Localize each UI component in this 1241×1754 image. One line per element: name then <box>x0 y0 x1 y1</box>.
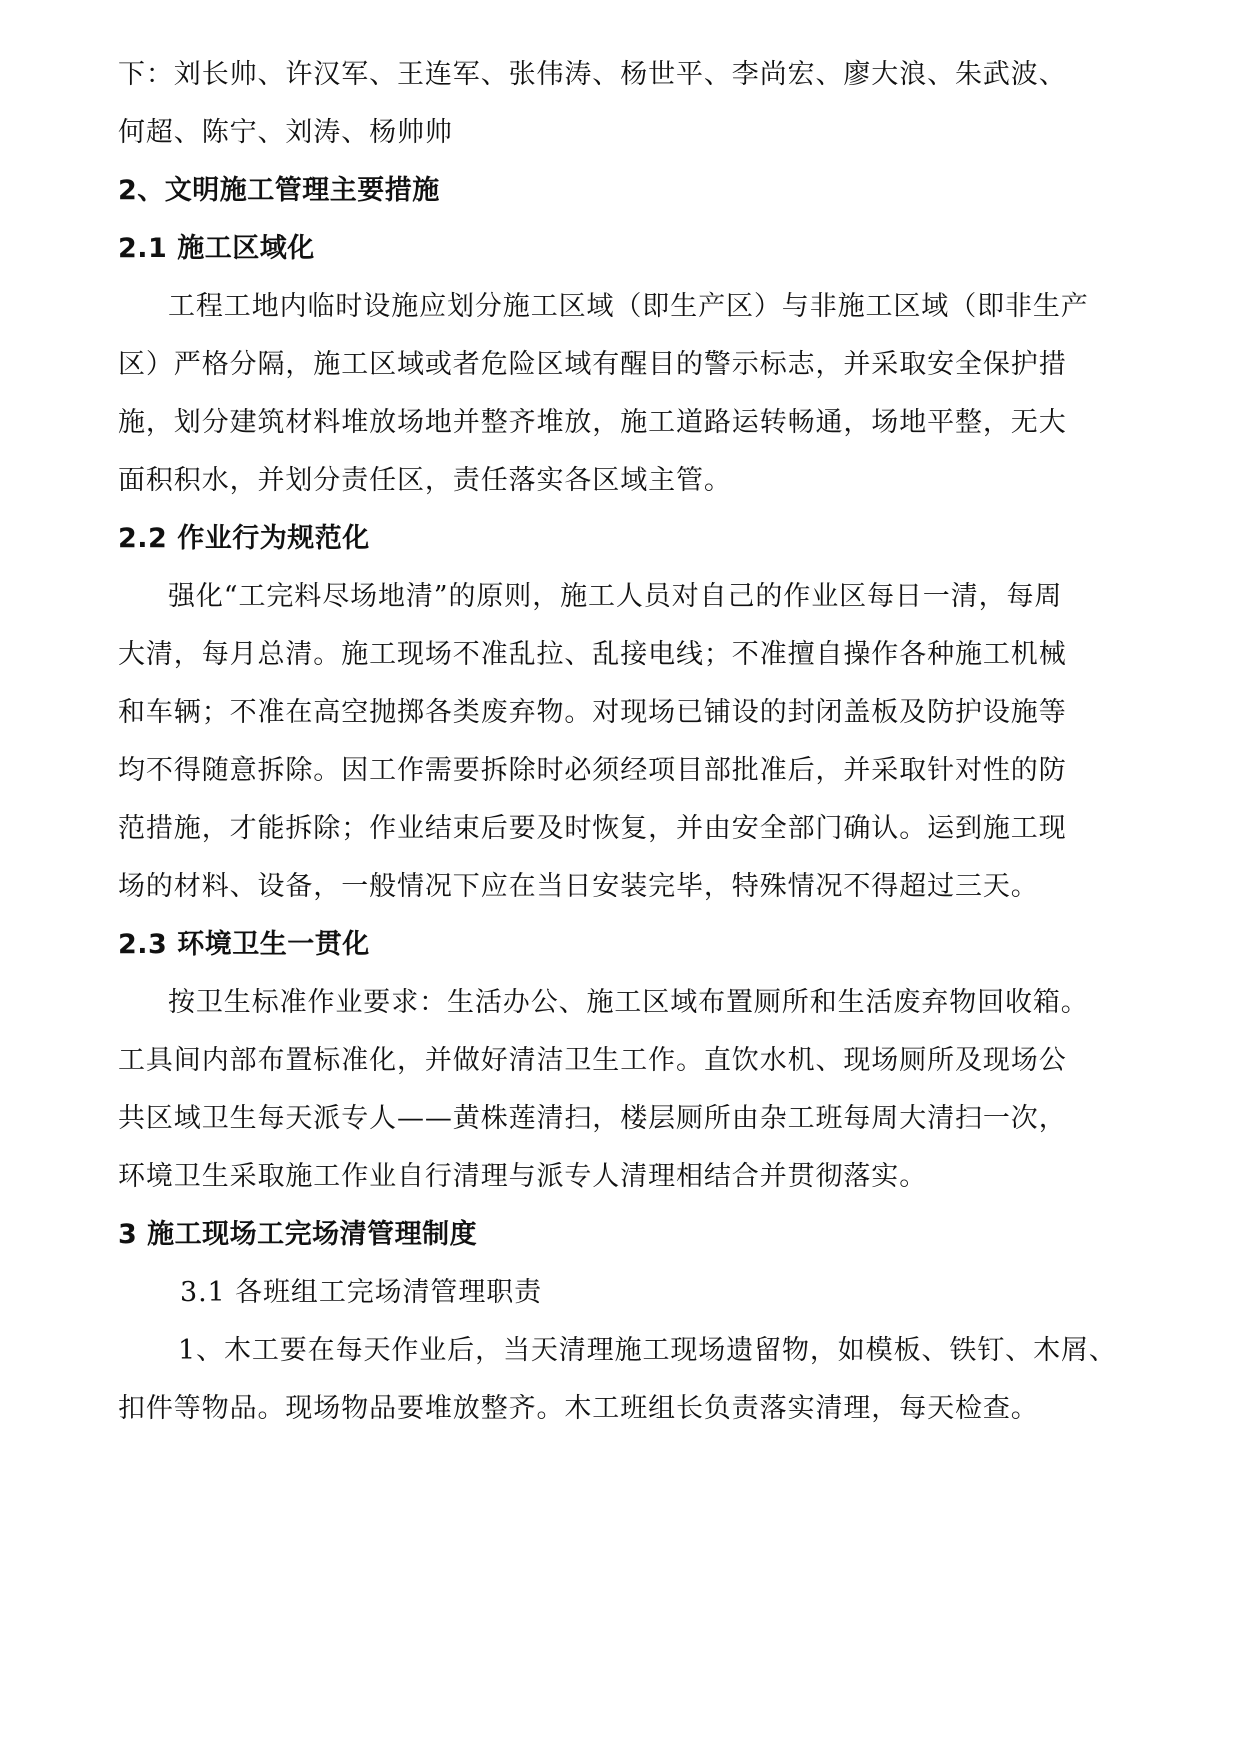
subsection-heading-3-1: 3.1 各班组工完场清管理职责 <box>180 1277 543 1308</box>
paragraph-2-2-line-5: 范措施，才能拆除；作业结束后要及时恢复，并由安全部门确认。运到施工现 <box>118 813 1067 844</box>
paragraph-3-1-line-1: 1、木工要在每天作业后，当天清理施工现场遗留物，如模板、铁钉、木屑、 <box>178 1335 1117 1366</box>
paragraph-2-2-line-4: 均不得随意拆除。因工作需要拆除时必须经项目部批准后，并采取针对性的防 <box>118 755 1067 786</box>
paragraph-2-3-line-1: 按卫生标准作业要求：生活办公、施工区域布置厕所和生活废弃物回收箱。 <box>168 987 1089 1018</box>
paragraph-2-2-line-2: 大清，每月总清。施工现场不准乱拉、乱接电线；不准擅自操作各种施工机械 <box>118 639 1067 670</box>
paragraph-2-3-line-2: 工具间内部布置标准化，并做好清洁卫生工作。直饮水机、现场厕所及现场公 <box>118 1045 1067 1076</box>
paragraph-2-1-line-4: 面积积水，并划分责任区，责任落实各区域主管。 <box>118 465 732 496</box>
subsection-heading-2-1: 2.1 施工区域化 <box>118 233 315 264</box>
paragraph-2-1-line-3: 施，划分建筑材料堆放场地并整齐堆放，施工道路运转畅通，场地平整，无大 <box>118 407 1067 438</box>
paragraph-2-2-line-1: 强化“工完料尽场地清”的原则，施工人员对自己的作业区每日一清，每周 <box>168 581 1063 612</box>
paragraph-2-2-line-3: 和车辆；不准在高空抛掷各类废弃物。对现场已铺设的封闭盖板及防护设施等 <box>118 697 1067 728</box>
paragraph-2-1-line-2: 区）严格分隔，施工区域或者危险区域有醒目的警示标志，并采取安全保护措 <box>118 349 1067 380</box>
paragraph-2-2-line-6: 场的材料、设备，一般情况下应在当日安装完毕，特殊情况不得超过三天。 <box>118 871 1039 902</box>
subsection-heading-2-3: 2.3 环境卫生一贯化 <box>118 929 370 960</box>
paragraph-2-3-line-4: 环境卫生采取施工作业自行清理与派专人清理相结合并贯彻落实。 <box>118 1161 928 1192</box>
paragraph-2-1-line-1: 工程工地内临时设施应划分施工区域（即生产区）与非施工区域（即非生产 <box>168 291 1089 322</box>
text-line-names-2: 何超、陈宁、刘涛、杨帅帅 <box>118 117 453 148</box>
section-heading-3: 3 施工现场工完场清管理制度 <box>118 1219 478 1250</box>
subsection-heading-2-2: 2.2 作业行为规范化 <box>118 523 370 554</box>
paragraph-3-1-line-2: 扣件等物品。现场物品要堆放整齐。木工班组长负责落实清理，每天检查。 <box>118 1393 1039 1424</box>
paragraph-2-3-line-3: 共区域卫生每天派专人——黄株莲清扫，楼层厕所由杂工班每周大清扫一次， <box>118 1103 1067 1134</box>
text-line-names-1: 下：刘长帅、许汉军、王连军、张伟涛、杨世平、李尚宏、廖大浪、朱武波、 <box>118 59 1067 90</box>
section-heading-2: 2、文明施工管理主要措施 <box>118 175 440 206</box>
